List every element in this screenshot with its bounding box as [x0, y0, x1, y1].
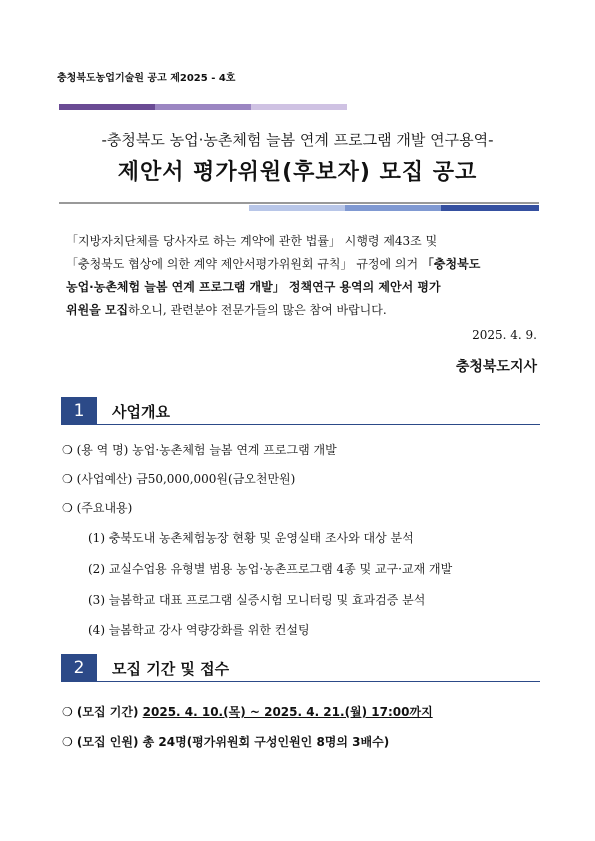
section-1-title: 사업개요	[112, 403, 170, 421]
section-2-title: 모집 기간 및 접수	[112, 660, 230, 678]
footer-bar-2	[345, 205, 441, 211]
notice-date: 2025. 4. 9.	[472, 328, 537, 342]
section-1-item-contents: ❍ (주요내용)	[62, 501, 133, 515]
section-2-number: 2	[61, 654, 97, 682]
header-bar-1	[59, 104, 155, 110]
intro-line-4-text: 하오니, 관련분야 전문가들의 많은 참여 바랍니다.	[128, 303, 387, 317]
section-2-period	[62, 703, 433, 720]
section-2-people: ❍ (모집 인원) 총 24명(평가위원회 구성인원인 8명의 3배수)	[62, 735, 390, 749]
title-divider	[59, 202, 539, 204]
section-1-number: 1	[61, 397, 97, 425]
intro-line-2-text: 「충청북도 협상에 의한 계약 제안서평가위원회 규칙」 규정에 의거	[66, 257, 422, 271]
notice-number: 충청북도농업기술원 공고 제2025 - 4호	[57, 73, 236, 84]
section-2-rule	[97, 681, 540, 682]
section-1-subitem: (1) 충북도내 농촌체험농장 현황 및 운영실태 조사와 대상 분석	[88, 531, 414, 545]
issuer: 충청북도지사	[455, 359, 537, 375]
footer-bar-3	[441, 205, 539, 211]
intro-line-1: 「지방자치단체를 당사자로 하는 계약에 관한 법률」 시행령 제43조 및	[66, 234, 438, 248]
section-1-item-name: ❍ (용 역 명) 농업·농촌체험 늘봄 연계 프로그램 개발	[62, 443, 337, 457]
period-label: ❍ (모집 기간)	[62, 705, 143, 719]
footer-bar-1	[249, 205, 345, 211]
document-title: 제안서 평가위원(후보자) 모집 공고	[117, 160, 478, 185]
period-value: 2025. 4. 10.(목) ~ 2025. 4. 21.(월) 17:00까지	[142, 705, 433, 719]
intro-line-3: 농업·농촌체험 늘봄 연계 프로그램 개발」 정책연구 용역의 제안서 평가	[66, 280, 441, 294]
section-1-rule	[97, 424, 540, 425]
section-1-subitem: (4) 늘봄학교 강사 역량강화를 위한 컨설팅	[88, 623, 310, 637]
header-bar-3	[251, 104, 347, 110]
intro-line-2	[66, 253, 540, 276]
section-1-subitem: (2) 교실수업용 유형별 범용 농업·농촌프로그램 4종 및 교구·교재 개발	[88, 562, 453, 576]
intro-line-2-bold: 「충청북도	[421, 257, 481, 271]
section-1-subitem: (3) 늘봄학교 대표 프로그램 실증시험 모니터링 및 효과검증 분석	[88, 593, 426, 607]
header-bar-2	[155, 104, 251, 110]
intro-line-4-bold: 위원을 모집	[66, 303, 129, 317]
intro-line-4	[66, 299, 540, 322]
document-subtitle: -충청북도 농업·농촌체험 늘봄 연계 프로그램 개발 연구용역-	[101, 131, 494, 149]
section-1-item-budget: ❍ (사업예산) 금50,000,000원(금오천만원)	[62, 472, 296, 486]
